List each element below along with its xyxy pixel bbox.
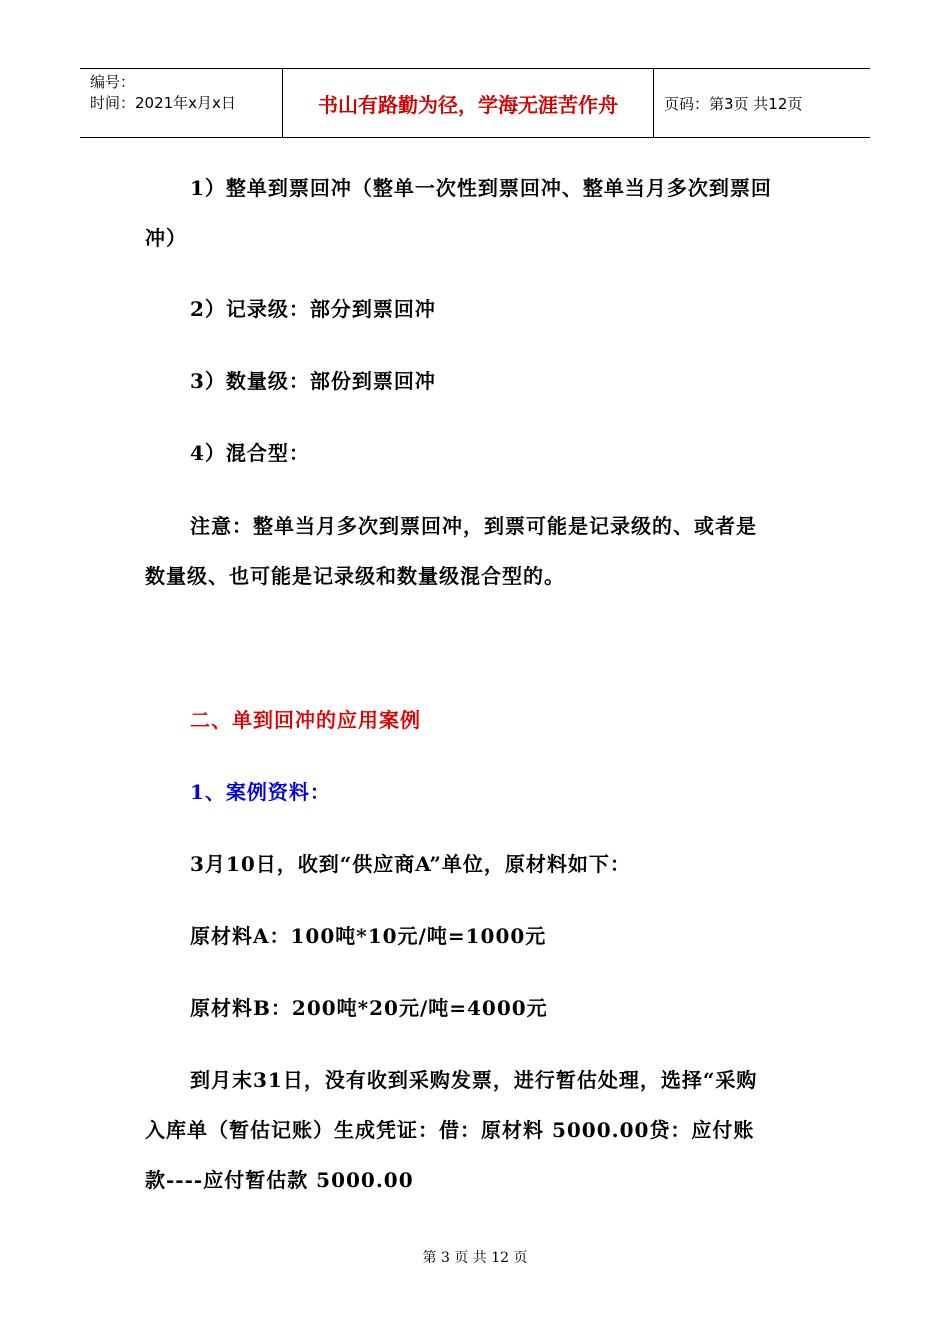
item-3: 3）数量级：部份到票回冲: [190, 369, 436, 393]
case-paragraph-4-line-3: 款----应付暂估款 5000.00: [145, 1168, 414, 1192]
case-paragraph-4-line-2: 入库单（暂估记账）生成凭证：借：原材料 5000.00贷：应付账: [145, 1118, 755, 1142]
header-page-info: 页码：第3页 共12页: [664, 94, 803, 113]
document-date: 时间：2021年x月x日: [90, 94, 236, 112]
case-paragraph-2: 原材料A：100吨*10元/吨=1000元: [190, 924, 547, 948]
section-2-heading: 二、单到回冲的应用案例: [190, 708, 421, 732]
note-line-1: 注意：整单当月多次到票回冲，到票可能是记录级的、或者是: [190, 514, 757, 538]
item-1-line-2: 冲）: [145, 226, 187, 250]
document-number-label: 编号：: [90, 73, 136, 91]
case-paragraph-3: 原材料B：200吨*20元/吨=4000元: [190, 996, 548, 1020]
item-1-line-1: 1）整单到票回冲（整单一次性到票回冲、整单当月多次到票回: [190, 176, 772, 200]
page-footer: 第 3 页 共 12 页: [422, 1250, 528, 1266]
case-paragraph-1: 3月10日，收到“供应商A”单位，原材料如下：: [190, 852, 631, 876]
note-line-2: 数量级、也可能是记录级和数量级混合型的。: [145, 564, 565, 588]
header-motto: 书山有路勤为径，学海无涯苦作舟: [282, 69, 654, 137]
page-header: [80, 68, 870, 138]
header-meta: [80, 69, 282, 137]
case-heading: 1、案例资料：: [190, 780, 331, 804]
case-paragraph-4-line-1: 到月末31日，没有收到采购发票，进行暂估处理，选择“采购: [190, 1068, 758, 1092]
item-4: 4）混合型：: [190, 441, 310, 465]
item-2: 2）记录级：部分到票回冲: [190, 297, 436, 321]
